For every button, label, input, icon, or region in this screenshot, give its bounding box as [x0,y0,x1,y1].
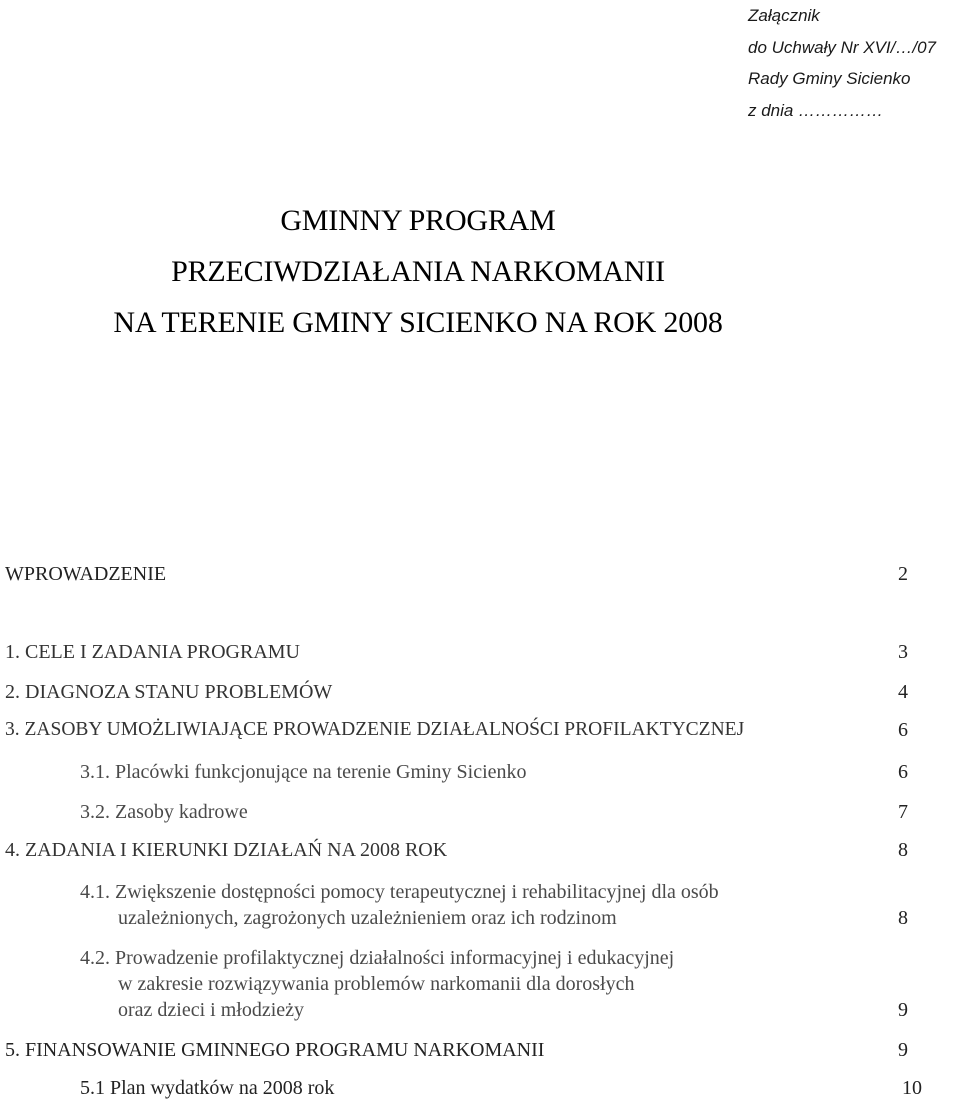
toc-entry-4: 4. ZADANIA I KIERUNKI DZIAŁAŃ NA 2008 ROK [5,839,448,861]
toc-entry-3-2: 3.2. Zasoby kadrowe [80,801,248,823]
title-line-1: GMINNY PROGRAM [280,204,556,237]
toc-page-3-2: 7 [898,801,908,823]
toc-entry-3-1: 3.1. Placówki funkcjonujące na terenie Gminy Sicienko [80,761,527,783]
toc-page-2: 4 [898,681,908,703]
attachment-note [748,0,936,126]
resolution-number: do Uchwały Nr XVI/…/07 [748,37,937,57]
title-line-2: PRZECIWDZIAŁANIA NARKOMANII [171,255,665,288]
toc-page-5-1: 10 [902,1077,922,1099]
toc-entry-5: 5. FINANSOWANIE GMINNEGO PROGRAMU NARKOMANII [5,1039,545,1061]
toc-entry-2: 2. DIAGNOZA STANU PROBLEMÓW [5,681,333,703]
toc-page-intro: 2 [898,563,908,585]
toc-entry-4-1-line-2: uzależnionych, zagrożonych uzależnieniem oraz ich rodzinom [118,907,617,929]
council-name: Rady Gminy Sicienko [748,69,911,88]
toc-entry-4-2-line-3: oraz dzieci i młodzieży [118,999,305,1021]
document-title [0,195,836,348]
toc-entry-3: 3. ZASOBY UMOŻLIWIAJĄCE PROWADZENIE DZIAŁALNOŚCI PROFILAKTYCZNEJ [5,719,745,740]
toc-entry-1: 1. CELE I ZADANIA PROGRAMU [5,641,300,663]
toc-page-3-1: 6 [898,761,908,783]
toc-entry-4-2-line-1: 4.2. Prowadzenie profilaktycznej działalności informacyjnej i edukacyjnej [80,947,675,969]
toc-page-5: 9 [898,1039,908,1061]
toc-entry-4-1-line-1: 4.1. Zwiększenie dostępności pomocy terapeutycznej i rehabilitacyjnej dla osób [80,881,719,903]
resolution-date: z dnia …………… [748,100,884,120]
toc-entry-5-1: 5.1 Plan wydatków na 2008 rok [80,1077,335,1099]
attachment-label: Załącznik [748,6,820,25]
toc-entry-intro: WPROWADZENIE [5,563,167,585]
toc-page-4-2: 9 [898,999,908,1021]
toc-page-4-1: 8 [898,907,908,929]
title-line-3: NA TERENIE GMINY SICIENKO NA ROK 2008 [113,306,723,339]
toc-page-1: 3 [898,641,908,663]
toc-entry-4-2-line-2: w zakresie rozwiązywania problemów narkomanii dla dorosłych [118,973,635,995]
toc-page-3: 6 [898,719,908,741]
toc-page-4: 8 [898,839,908,861]
